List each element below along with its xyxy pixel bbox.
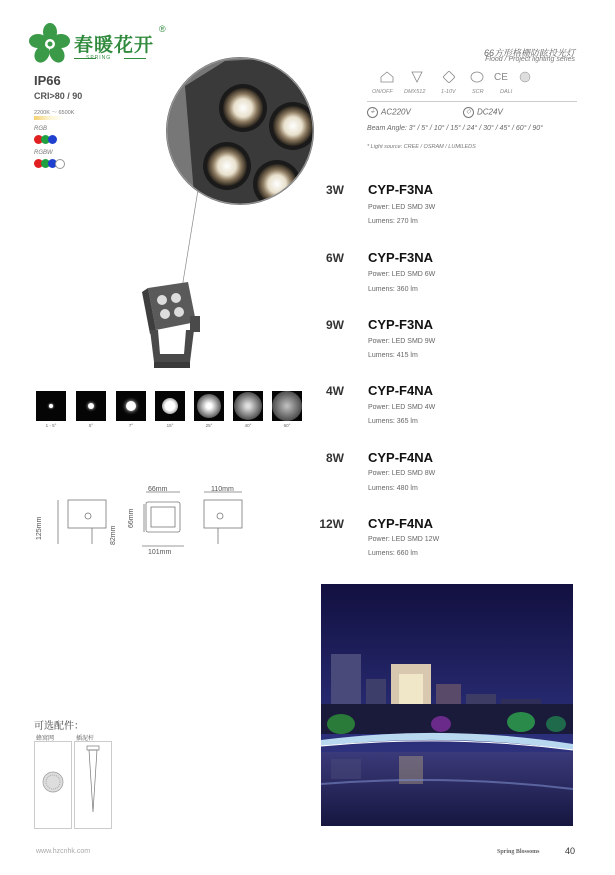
product-power: Power: LED SMD 4W (368, 404, 436, 411)
product-lumens: Lumens: 660 lm (368, 550, 418, 557)
accessories-title: 可选配件： (34, 721, 84, 732)
beam-thumb (116, 391, 146, 421)
dim-width-side: 110mm (211, 486, 234, 493)
dc-icon: ◇ (463, 107, 474, 118)
product-lumens: Lumens: 270 lm (368, 218, 418, 225)
beam-thumb (272, 391, 302, 421)
dimmer-icon (408, 70, 426, 84)
beam-thumb-label: 40° (244, 423, 252, 428)
divider (367, 101, 577, 102)
leaf-icon (516, 70, 534, 84)
product-power: Power: LED SMD 8W (368, 470, 436, 477)
product-model: CYP-F3NA (368, 317, 434, 332)
product-lumens: Lumens: 365 lm (368, 418, 418, 425)
flower-logo-icon (28, 22, 72, 66)
product-model: CYP-F4NA (368, 450, 434, 465)
product-watt: 6W (326, 251, 344, 265)
product-power: Power: LED SMD 9W (368, 338, 436, 345)
product-model: CYP-F4NA (368, 516, 434, 531)
footer-brand: Spring Blossoms (497, 849, 540, 855)
brand-logo (28, 22, 188, 66)
beam-thumb-label: 25° (205, 423, 213, 428)
ce-icon: CE (494, 71, 508, 83)
diamond-icon (440, 70, 458, 84)
house-icon (378, 70, 396, 84)
product-power: Power: LED SMD 6W (368, 271, 436, 278)
product-watt: 4W (326, 384, 344, 398)
cert-label-1: ON/OFF (372, 89, 393, 95)
beam-thumb-label: 7° (128, 423, 134, 428)
rgbw-dots (34, 159, 74, 169)
product-power: Power: LED SMD 3W (368, 204, 436, 211)
logo-chinese-name: 春暖花开 (74, 34, 155, 56)
rgb-dot-blue (48, 135, 57, 144)
product-watt: 9W (326, 318, 344, 332)
rgb-dots (34, 135, 74, 145)
ip-rating: IP66 (34, 73, 61, 88)
dc-voltage-text: DC24V (477, 107, 503, 117)
product-watt: 12W (319, 517, 344, 531)
dim-height-side: 125mm (36, 516, 43, 540)
ac-voltage (367, 107, 411, 118)
ccc-icon (468, 70, 486, 84)
product-watt: 8W (326, 451, 344, 465)
beam-thumb (155, 391, 185, 421)
accessory-label-honeycomb: 蜂窝网 (36, 735, 55, 742)
rgb-label: RGB (34, 126, 48, 132)
beam-thumb-label: 15° (166, 423, 174, 428)
product-lumens: Lumens: 480 lm (368, 485, 418, 492)
cct-gradient-bar (34, 116, 64, 120)
dim-bottom-width: 101mm (148, 549, 172, 556)
fixture-product-image (130, 278, 210, 373)
beam-thumb (76, 391, 106, 421)
cert-label-3: 1-10V (441, 89, 456, 95)
beam-thumb-label: 5° (88, 423, 94, 428)
logo-rule-right (124, 58, 146, 59)
product-model: CYP-F4NA (368, 383, 434, 398)
dc-voltage (463, 107, 503, 118)
certification-row (366, 70, 576, 100)
rgbw-label: RGBW (34, 150, 53, 156)
ac-voltage-text: AC220V (381, 107, 411, 117)
cri-rating: CRI>80 / 90 (34, 91, 83, 101)
product-power: Power: LED SMD 12W (368, 536, 440, 543)
light-source-note: * Light source: CREE / OSRAM / LUMILEDS (367, 144, 476, 150)
cct-range: 2200K ～ 6500K (34, 110, 75, 116)
night-scene-photo (321, 584, 573, 826)
product-watt: 3W (326, 183, 344, 197)
beam-thumb (233, 391, 263, 421)
product-model: CYP-F3NA (368, 182, 434, 197)
ground-spike-accessory (74, 741, 112, 829)
cert-label-5: DALI (500, 89, 513, 95)
logo-english-name: SPRING (86, 55, 112, 61)
beam-thumb-label: 1 - 5° (45, 423, 57, 428)
dim-height-bracket: 82mm (110, 525, 117, 545)
footer-url[interactable]: www.hzcnhk.com (36, 848, 91, 855)
beam-thumb (36, 391, 66, 421)
ground-icon: ⏚ (367, 107, 378, 118)
page-number: 40 (565, 846, 576, 856)
product-lumens: Lumens: 360 lm (368, 286, 418, 293)
accessory-label-spike: 插泥杆 (76, 735, 95, 742)
honeycomb-icon (35, 742, 71, 828)
registered-mark: ® (159, 24, 166, 34)
cert-label-4: SCR (472, 89, 484, 95)
beam-thumb (194, 391, 224, 421)
dim-height-front: 66mm (128, 508, 135, 528)
beam-thumb-label: 60° (283, 423, 291, 428)
product-lumens: Lumens: 415 lm (368, 352, 418, 359)
ground-spike-icon (75, 742, 111, 828)
product-model: CYP-F3NA (368, 250, 434, 265)
lens-closeup-image (165, 56, 315, 206)
beam-angle-list: Beam Angle: 3° / 5° / 10° / 15° / 24° / 30° / 45° / 60° / 90° (367, 125, 543, 132)
product-series-title-cn: 66方形格栅防眩投光灯 (483, 48, 575, 58)
rgbw-dot-white (55, 159, 65, 169)
callout-line (180, 190, 210, 290)
product-series-title-en: Flood / Project lighting series (485, 56, 575, 63)
cert-label-2: DMX512 (404, 89, 426, 95)
dim-width-front: 66mm (148, 486, 168, 493)
honeycomb-grid-accessory (34, 741, 72, 829)
dimension-drawing (50, 486, 260, 558)
